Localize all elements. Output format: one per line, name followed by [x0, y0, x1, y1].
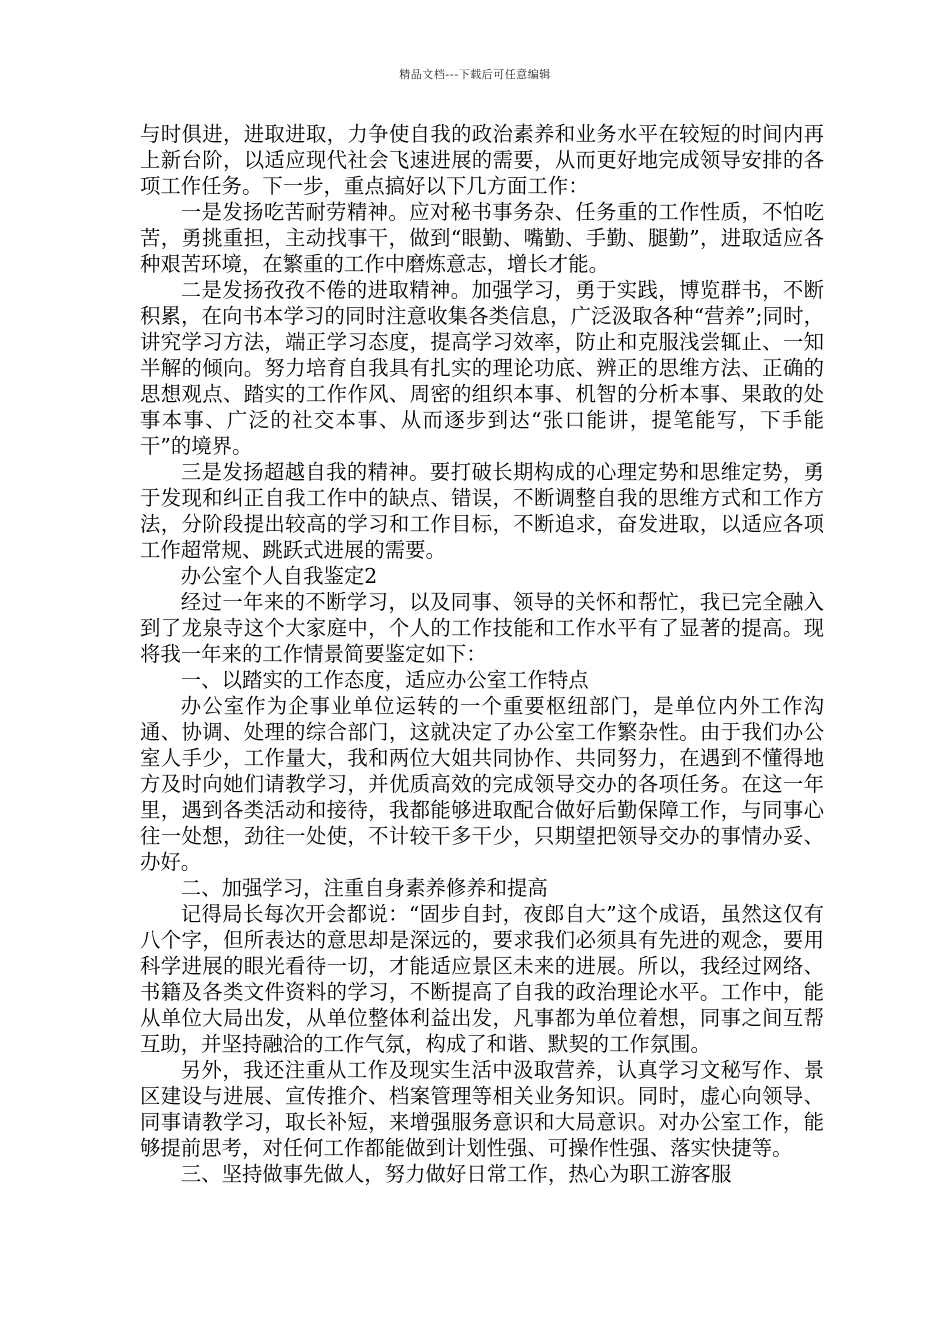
paragraph: 另外，我还注重从工作及现实生活中汲取营养，认真学习文秘写作、景区建设与进展、宣传推介、档案管理等相关业务知识。同时，虚心向领导、同事请教学习，取长补短，来增强服务意识和大局意识。对办公室工作，能够提前思考，对任何工作都能做到计划性强、可操作性强、落实快捷等。	[140, 1058, 824, 1160]
paragraph: 经过一年来的不断学习，以及同事、领导的关怀和帮忙，我已完全融入到了龙泉寺这个大家庭中，个人的工作技能和工作水平有了显著的提高。现将我一年来的工作情景简要鉴定如下：	[140, 590, 824, 666]
document-body	[140, 121, 824, 1187]
paragraph: 与时俱进，进取进取，力争使自我的政治素养和业务水平在较短的时间内再上新台阶，以适应现代社会飞速进展的需要，从而更好地完成领导安排的各项工作任务。下一步，重点搞好以下几方面工作：	[140, 122, 824, 198]
paragraph: 二是发扬孜孜不倦的进取精神。加强学习，勇于实践，博览群书，不断积累，在向书本学习的同时注意收集各类信息，广泛汲取各种“营养”;同时，讲究学习方法，端正学习态度，提高学习效率，防止和克服浅尝辄止、一知半解的倾向。努力培育自我具有扎实的理论功底、辨正的思维方法、正确的思想观点、踏实的工作作风、周密的组织本事、机智的分析本事、果敢的处事本事、广泛的社交本事、从而逐步到达“张口能讲，提笔能写，下手能干”的境界。	[140, 278, 824, 458]
section-heading: 一、以踏实的工作态度，适应办公室工作特点	[180, 668, 589, 692]
paragraph: 记得局长每次开会都说：“固步自封，夜郎自大”这个成语，虽然这仅有八个字，但所表达的意思却是深远的，要求我们必须具有先进的观念，要用科学进展的眼光看待一切，才能适应景区未来的进展。所以，我经过网络、书籍及各类文件资料的学习，不断提高了自我的政治理论水平。工作中，能从单位大局出发，从单位整体利益出发，凡事都为单位着想，同事之间互帮互助，并坚持融洽的工作气氛，构成了和谐、默契的工作氛围。	[140, 902, 824, 1056]
section-heading: 三、坚持做事先做人，努力做好日常工作，热心为职工游客服	[180, 1162, 732, 1186]
paragraph: 办公室作为企事业单位运转的一个重要枢纽部门，是单位内外工作沟通、协调、处理的综合部门，这就决定了办公室工作繁杂性。由于我们办公室人手少，工作量大，我和两位大姐共同协作、共同努力，在遇到不懂得地方及时向她们请教学习，并优质高效的完成领导交办的各项任务。在这一年里，遇到各类活动和接待，我都能够进取配合做好后勤保障工作，与同事心往一处想，劲往一处使，不计较干多干少，只期望把领导交办的事情办妥、办好。	[140, 694, 824, 874]
page-header: 精品文档---下载后可任意编辑	[399, 68, 551, 81]
section-heading: 二、加强学习，注重自身素养修养和提高	[180, 876, 548, 900]
paragraph: 三是发扬超越自我的精神。要打破长期构成的心理定势和思维定势，勇于发现和纠正自我工作中的缺点、错误，不断调整自我的思维方式和工作方法，分阶段提出较高的学习和工作目标，不断追求，奋发进取，以适应各项工作超常规、跳跃式进展的需要。	[140, 460, 824, 562]
section-title: 办公室个人自我鉴定2	[180, 564, 378, 588]
paragraph: 一是发扬吃苦耐劳精神。应对秘书事务杂、任务重的工作性质，不怕吃苦，勇挑重担，主动找事干，做到“眼勤、嘴勤、手勤、腿勤”，进取适应各种艰苦环境，在繁重的工作中磨炼意志，增长才能。	[140, 200, 824, 276]
